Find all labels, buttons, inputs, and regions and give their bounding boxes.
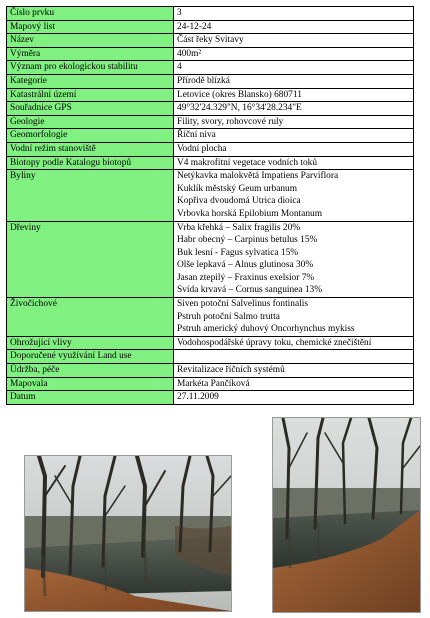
- row-label: Geomorfologie: [7, 129, 174, 143]
- row-label: Katastrální území: [7, 88, 174, 102]
- table-row: [7, 350, 414, 364]
- row-value-line: Jasan ztepilý – Fraxinus exelsior 7%: [177, 272, 315, 283]
- table-row: [7, 221, 414, 298]
- row-value-line: Letovice (okres Blansko) 680711: [177, 89, 302, 100]
- row-value-line: Olše lepkavá – Alnus glutinosa 30%: [177, 260, 314, 271]
- table-row: [7, 142, 414, 156]
- row-value-line: 4: [177, 62, 182, 73]
- table-row: [7, 391, 414, 405]
- row-value: [174, 364, 414, 378]
- row-value-line: Část řeky Svitavy: [177, 35, 244, 46]
- row-value-line: V4 makrofitní vegetace vodních toků: [177, 157, 318, 168]
- table-row: [7, 170, 414, 221]
- row-value: [174, 47, 414, 61]
- row-label: Údržba, péče: [7, 364, 174, 378]
- row-value-line: Říční niva: [177, 130, 216, 141]
- row-value: [174, 298, 414, 337]
- row-label: Kategorie: [7, 74, 174, 88]
- row-value: [174, 129, 414, 143]
- row-value: [174, 391, 414, 405]
- row-value-line: Vodohospodářské úpravy toku, chemické znečištění: [177, 337, 372, 348]
- river-photo-1: [24, 455, 232, 612]
- row-value-line: 3: [177, 8, 182, 18]
- table-row: [7, 102, 414, 116]
- row-value-line: Netýkavka malokvětá Impatiens Parviflora: [177, 171, 339, 182]
- table-row: [7, 47, 414, 61]
- table-row: [7, 88, 414, 102]
- table-row: [7, 364, 414, 378]
- row-value-line: Svída krvavá – Cornus sanguinea 13%: [177, 285, 323, 296]
- row-label: Význam pro ekologickou stabilitu: [7, 61, 174, 75]
- row-label: Název: [7, 34, 174, 48]
- row-value-line: Přírodě blízká: [177, 75, 230, 86]
- table-row: [7, 377, 414, 391]
- row-value-line: Markéta Pančíková: [177, 378, 250, 389]
- row-label: Mapový list: [7, 20, 174, 34]
- row-value: [174, 170, 414, 221]
- row-value-line: Pstruh potoční Salmo trutta: [177, 311, 280, 322]
- row-value-line: 27.11.2009: [177, 392, 219, 403]
- row-value-line: 24-12-24: [177, 21, 212, 32]
- row-value: [174, 74, 414, 88]
- row-label: Byliny: [7, 170, 174, 221]
- row-value: [174, 88, 414, 102]
- row-label: Vodní režim stanoviště: [7, 142, 174, 156]
- river-photo-2: [272, 417, 421, 613]
- row-value-line: Kuklík městský Geum urbanum: [177, 183, 298, 194]
- row-label: Číslo prvku: [7, 7, 174, 21]
- table-row: [7, 115, 414, 129]
- row-value: [174, 336, 414, 350]
- row-value-line: Vrba křehká – Salix fragilis 20%: [177, 222, 301, 233]
- table-row: [7, 61, 414, 75]
- info-table-body: [7, 7, 414, 405]
- row-value: [174, 221, 414, 298]
- table-row: [7, 74, 414, 88]
- row-value-line: 49°32'24.329"N, 16°34'28.234"E: [177, 103, 302, 114]
- row-value: [174, 350, 414, 364]
- row-label: Datum: [7, 391, 174, 405]
- row-value-line: 400m²: [177, 48, 202, 59]
- table-row: [7, 7, 414, 21]
- row-value-line: Kopřiva dvoudomá Utrica dioica: [177, 196, 301, 207]
- row-value-line: [177, 350, 410, 363]
- row-value: [174, 115, 414, 129]
- table-row: [7, 129, 414, 143]
- row-value-line: Pstruh americký duhový Oncorhynchus mykiss: [177, 324, 355, 335]
- row-value-line: Fility, svory, rohovcové ruly: [177, 116, 284, 127]
- table-row: [7, 20, 414, 34]
- info-table: [6, 6, 414, 405]
- row-value-line: Habr obecný – Carpinus betulus 15%: [177, 235, 318, 246]
- row-value: [174, 34, 414, 48]
- table-row: [7, 298, 414, 337]
- table-row: [7, 34, 414, 48]
- row-value: [174, 156, 414, 170]
- row-label: Mapovala: [7, 377, 174, 391]
- row-value-line: Siven potoční Salvelinus fontinalis: [177, 299, 308, 310]
- row-value: [174, 142, 414, 156]
- row-value: [174, 61, 414, 75]
- row-value: [174, 102, 414, 116]
- table-row: [7, 336, 414, 350]
- river-photo-1-image: [25, 456, 231, 611]
- row-label: Geologie: [7, 115, 174, 129]
- row-label: Doporučené využívání Land use: [7, 350, 174, 364]
- row-label: Dřeviny: [7, 221, 174, 298]
- row-label: Souřadnice GPS: [7, 102, 174, 116]
- row-value-line: Vodní plocha: [177, 143, 227, 154]
- table-row: [7, 156, 414, 170]
- row-label: Výměra: [7, 47, 174, 61]
- row-value: [174, 377, 414, 391]
- row-value-line: Revitalizace říčních systémů: [177, 365, 285, 376]
- row-label: Ohrožující vlivy: [7, 336, 174, 350]
- row-label: Živočichové: [7, 298, 174, 337]
- river-photo-2-image: [273, 418, 420, 612]
- row-label: Biotopy podle Katalogu biotopů: [7, 156, 174, 170]
- row-value-line: Buk lesní - Fagus sylvatica 15%: [177, 247, 299, 258]
- row-value: [174, 7, 414, 21]
- row-value: [174, 20, 414, 34]
- row-value-line: Vrbovka horská Epilobium Montanum: [177, 208, 322, 219]
